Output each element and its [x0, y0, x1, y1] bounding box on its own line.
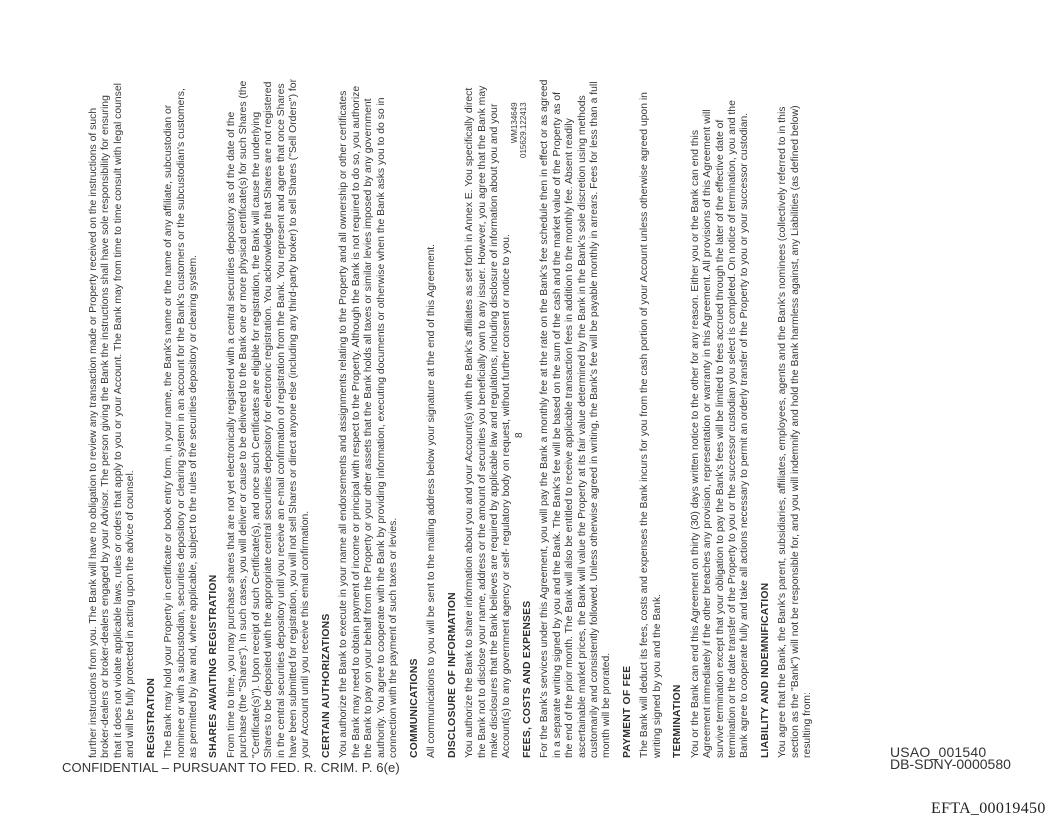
- confidential-footer: CONFIDENTIAL – PURSUANT TO FED. R. CRIM. P. 6(e): [62, 760, 400, 775]
- wm-reference-codes: [510, 102, 528, 158]
- section-heading: CERTAIN AUTHORIZATIONS: [320, 613, 332, 758]
- section-heading: LIABILITY AND INDEMNIFICATION: [759, 582, 771, 758]
- section-heading: FEES, COSTS AND EXPENSES: [521, 600, 533, 758]
- bates-usao-number: USAO_001540: [890, 744, 987, 760]
- section-body: All communications to you will be sent to the mailing address below your signature at the end of this Agreement.: [426, 243, 438, 758]
- bates-stamp-block: [890, 745, 1011, 771]
- bates-efta-number: EFTA_00019450: [931, 800, 1046, 817]
- section-heading: TERMINATION: [672, 684, 684, 758]
- section-fees-costs-expenses: [522, 78, 614, 758]
- section-body: You authorize the Bank to execute in your name all endorsements and assignments relating to the Property and all ownership or other certificates the Bank may need to obtain payment of income or principal with respect to the Property. Although the Bank is not required to do so, you authorize the Bank to pay on your behalf from the Property or your other assets that the Bank holds all taxes or similar levies imposed by any government authority. You agree to cooperate with the Bank by providing information, executing documents or otherwise when the Bank asks you to do so in connection with the payment of such taxes or levies.: [338, 85, 400, 758]
- section-heading: PAYMENT OF FEE: [621, 665, 633, 758]
- section-heading: REGISTRATION: [145, 677, 157, 758]
- section-disclosure-of-information: [447, 78, 514, 758]
- section-certain-authorizations: [321, 78, 401, 758]
- section-body: You agree that the Bank, the Bank's parent, subsidiaries, affiliates, employees, agents and the Bank's nominees (collectively referred to in this section as the "Bank") will not be responsible for, and you will indemnify and hold the Bank harmless against, any Liabilities (as defined below) resulting from:: [777, 105, 814, 758]
- section-body: For the Bank's services under this Agreement, you will pay the Bank a monthly fee at the rate on the Bank's fee schedule then in effect or as agreed in a separate writing signed by you and the Bank. The Bank's fee will be based on the sum of the cash and the market value of the Property as of the end of the prior month. The Bank will also be entitled to receive applicable transaction fees in addition to the monthly fee. Absent readily ascertainable market prices, the Bank will value the Property at its fair value determined by the Bank in the Bank's sole discretion using methods customarily and consistently followed. Unless otherwise agreed in writing, the Bank's fee will be payable monthly in arrears. Fees for less than a full month will be prorated.: [539, 79, 613, 758]
- section-communications: [409, 78, 439, 758]
- section-heading: DISCLOSURE OF INFORMATION: [446, 592, 458, 758]
- section-body: You or the Bank can end this Agreement on thirty (30) days written notice to the other for any reason. Either you or the Bank can end this Agreement immediately if the other breaches any provision, representation or warranty in this Agreement. All provisions of this Agreement will survive termination except that your obligation to pay the Bank's fees will be limited to fees accrued through the later of the effective date of termination or the date transfer of the Property to you or the successor custodian you select is completed. On notice of termination, you and the Bank agree to cooperate fully and take all actions necessary to permit an orderly transfer of the Property to you or your successor custodian.: [689, 100, 751, 758]
- section-body: From time to time, you may purchase shares that are not yet electronically registered with a central securities depository as of the date of the purchase (the "Shares"). In such cases, you will deliver or cause to be delivered to the Bank one or more physical certificate(s) for such Shares (the "Certificate(s)"). Upon receipt of such Certificate(s), and once such Certificates are eligible for registration, the Bank will cause the underlying Shares to be deposited with the appropriate central securities depository for electronic registration. You acknowledge that Shares are not registered in the central securities depository until you receive an e-mail confirmation of registration from the Bank. You represent and agree that once Shares have been submitted for registration, you will not sell Shares or direct anyone else (including any third-party broker) to sell Shares ("Sell Orders") for your Account until you receive this email confirmation.: [226, 78, 312, 758]
- section-heading: SHARES AWAITING REGISTRATION: [208, 574, 220, 758]
- intro-paragraph: further instructions from you. The Bank will have no obligation to review any transaction made or Property received on the instructions of such broker-dealers or broker-dealers engaged by your Advisor. The person giving the Bank the instructions shall have sole responsibility for ensuring that it does not violate applicable laws, rules or orders that apply to you or your Account. The Bank may from time to time consult with legal counsel and will be fully protected in acting upon the advice of counsel.: [88, 83, 137, 758]
- section-body: The Bank may hold your Property in certificate or book entry form, in your name, the Bank's name or the name of any affiliate, subcustodian or nominee or with a subcustodian, securities depository or clearing system in an account for the Bank's customers or the subcustodian's customers, as permitted by law and, where applicable, subject to the rules of the securities depository or clearing system.: [163, 88, 200, 758]
- section-body: The Bank will deduct its fees, costs and expenses the Bank incurs for you from the cash portion of your Account unless otherwise agreed upon in writing signed by you and the Bank.: [639, 92, 663, 758]
- wm-code-line-2: 015629.122413: [519, 102, 528, 158]
- section-shares-awaiting-registration: [208, 78, 312, 758]
- section-heading: COMMUNICATIONS: [408, 658, 420, 758]
- section-payment-of-fee: [622, 78, 664, 758]
- section-body: You authorize the Bank to share information about you and your Account(s) with the Bank's affiliates as set forth in Annex E. You specifically direct the Bank not to disclose your name, address or the amount of securities you beneficially own to any issuer. However, you agree that the Bank may make disclosures that the Bank believes are required by applicable law and regulations, including disclosure of information about you and your Account(s) to any government agency or self- regulatory body on request, without further consent or notice to you.: [464, 85, 513, 758]
- rotated-document-page: [88, 78, 814, 758]
- bates-db-sdny-number: DB-SDNY-0000580: [890, 756, 1011, 772]
- section-termination: [672, 78, 752, 758]
- wm-code-line-1: WM134649: [510, 102, 519, 144]
- page-number: 8: [514, 432, 525, 438]
- section-liability-indemnification: [760, 78, 815, 758]
- section-registration: [146, 78, 201, 758]
